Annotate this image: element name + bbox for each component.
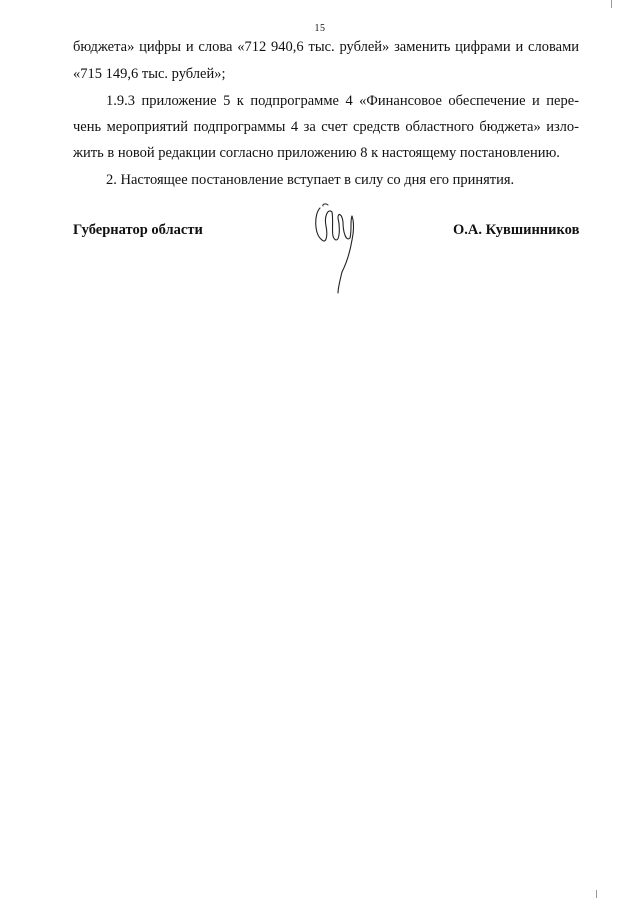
- body-text-line-5: жить в новой редакции согласно приложению 8 к настоящему постановлению.: [73, 145, 560, 161]
- body-text-line-6: 2. Настоящее постановление вступает в силу со дня его принятия.: [106, 172, 515, 188]
- body-text-line-3: 1.9.3 приложение 5 к подпрограмме 4 «Финансовое обеспечение и пере-: [106, 93, 579, 109]
- scan-edge-mark-top: [611, 0, 612, 8]
- body-text-line-1: бюджета» цифры и слова «712 940,6 тыс. рублей» заменить цифрами и словами: [73, 39, 579, 55]
- scan-edge-mark-bottom: [596, 890, 597, 898]
- page-number: 15: [314, 23, 326, 34]
- body-text-line-2: «715 149,6 тыс. рублей»;: [73, 66, 226, 82]
- body-text-line-4: чень мероприятий подпрограммы 4 за счет средств областного бюджета» изло-: [73, 119, 579, 135]
- handwritten-signature: [310, 200, 360, 295]
- signatory-name: О.А. Кувшинников: [453, 222, 580, 238]
- signatory-title: Губернатор области: [73, 222, 203, 238]
